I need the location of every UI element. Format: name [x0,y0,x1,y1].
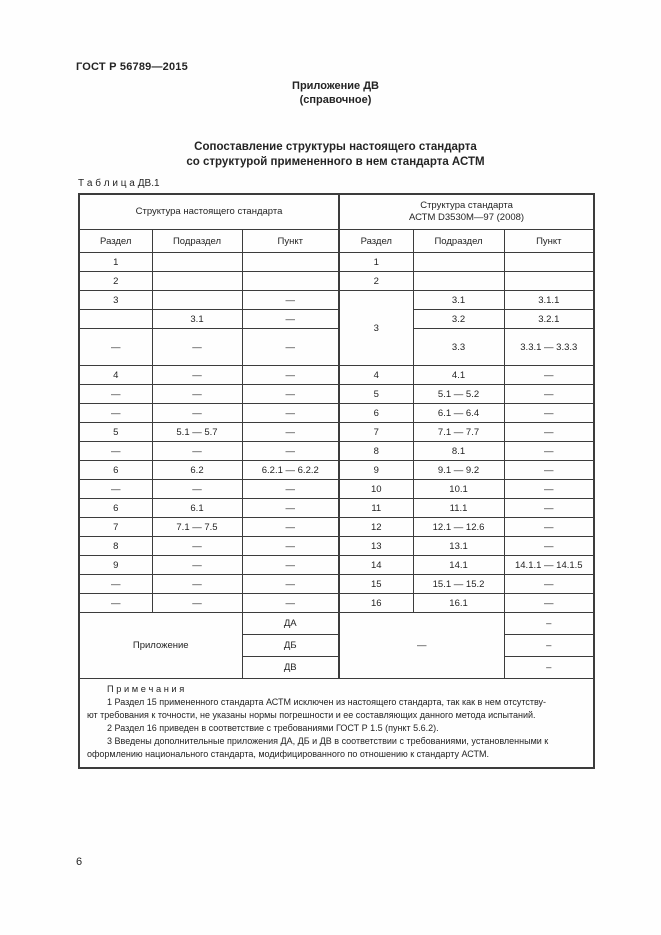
table-cell: 6 [339,404,413,423]
table-cell: — [152,575,242,594]
table-cell: — [242,291,339,310]
appendix-type: (справочное) [299,93,372,106]
table-cell [504,272,594,291]
table-cell: 5.1 — 5.2 [413,385,504,404]
note-line: 2 Раздел 16 приведен в соответствие с требованиями ГОСТ Р 1.5 (пункт 5.6.2). [107,723,439,733]
table-cell: — [152,366,242,385]
table-cell: — [504,575,594,594]
table-cell: 12 [339,518,413,537]
appendix-heading [78,80,593,107]
table-cell: 4.1 [413,366,504,385]
table-cell [504,253,594,272]
table-cell: 13.1 [413,537,504,556]
table-cell: — [504,594,594,613]
table-cell: — [504,499,594,518]
table-cell: — [504,442,594,461]
table-cell: 6.2.1 — 6.2.2 [242,461,339,480]
table-cell: 14 [339,556,413,575]
table-cell: 7 [79,518,152,537]
punkt-dash-cell: – [504,635,594,657]
table-cell: — [504,480,594,499]
table-caption-word: Т а б л и ц а [78,178,135,189]
table-cell: 14.1 [413,556,504,575]
table-cell: — [242,310,339,329]
table-cell: 15 [339,575,413,594]
table-cell: — [242,499,339,518]
table-cell: 7.1 — 7.5 [152,518,242,537]
table-cell [79,310,152,329]
table-cell: — [242,385,339,404]
title-line-2: со структурой примененного в нем стандарта АСТМ [186,155,485,168]
table-cell: 6.2 [152,461,242,480]
table-cell: 8.1 [413,442,504,461]
table-cell: — [242,537,339,556]
table-cell: — [79,442,152,461]
table-cell: 16 [339,594,413,613]
punkt-dash-cell: – [504,613,594,635]
table-cell: — [242,480,339,499]
table-cell: 4 [79,366,152,385]
table-cell: 11 [339,499,413,518]
table-cell: 13 [339,537,413,556]
table-cell [152,253,242,272]
table-cell: 3.2 [413,310,504,329]
appendix-item-cell: ДА [242,613,339,635]
table-cell: 15.1 — 15.2 [413,575,504,594]
table-cell: — [152,480,242,499]
table-row [79,329,594,366]
appendix-row [79,613,594,635]
table-cell [152,291,242,310]
note-line: 1 Раздел 15 примененного стандарта АСТМ исключен из настоящего стандарта, так как в нем отсутству- [107,697,547,707]
table-cell: — [242,594,339,613]
table-cell: — [242,556,339,575]
punkt-dash-cell: – [504,657,594,679]
table-caption-number: ДВ.1 [137,178,160,189]
table-cell: — [242,518,339,537]
table-row [79,461,594,480]
page-number: 6 [76,856,83,868]
table-group-header-row [79,194,594,230]
table-cell [242,253,339,272]
column-header: Раздел [79,230,152,253]
table-cell: 4 [339,366,413,385]
table-cell: 3.1 [152,310,242,329]
title-line-1: Сопоставление структуры настоящего стандарта [194,141,477,153]
table-row [79,537,594,556]
column-header: Пункт [504,230,594,253]
table-cell: 5.1 — 5.7 [152,423,242,442]
note-line: ют требования к точности, не указаны нормы погрешности и ее составляющих данного метода испытаний. [87,710,536,720]
table-cell: 11.1 [413,499,504,518]
group-header-right-line2: АСТМ D3530M—97 (2008) [408,212,525,223]
table-cell: — [79,594,152,613]
notes-row [79,679,594,769]
table-cell: — [242,423,339,442]
table-caption [78,178,160,189]
table-cell: — [152,404,242,423]
table-cell: — [242,404,339,423]
table-cell: 7.1 — 7.7 [413,423,504,442]
table-cell: — [504,385,594,404]
appendix-label-cell: Приложение [79,613,242,679]
table-cell: 8 [79,537,152,556]
table-cell: — [504,461,594,480]
table-cell [242,272,339,291]
table-cell: 3 [79,291,152,310]
table-cell: — [79,385,152,404]
table-cell: — [152,537,242,556]
column-header: Раздел [339,230,413,253]
table-cell: 6.1 — 6.4 [413,404,504,423]
table-cell: — [79,480,152,499]
table-cell: 8 [339,442,413,461]
table-cell: 3.3.1 — 3.3.3 [504,329,594,366]
table-row [79,423,594,442]
table-row [79,575,594,594]
appendix-item-cell: ДВ [242,657,339,679]
table-cell: 3.1.1 [504,291,594,310]
table-cell: 3.3 [413,329,504,366]
table-cell: — [79,329,152,366]
table-cell: 6 [79,499,152,518]
appendix-label: Приложение ДВ [292,80,379,92]
table-cell: 2 [339,272,413,291]
table-cell: — [152,385,242,404]
group-header-right [339,194,594,230]
column-header: Пункт [242,230,339,253]
table-row [79,594,594,613]
table-cell [413,272,504,291]
table-row [79,404,594,423]
table-cell: — [242,366,339,385]
table-row [79,366,594,385]
table-row [79,556,594,575]
table-row [79,272,594,291]
table-cell: 5 [339,385,413,404]
table-cell: 9 [339,461,413,480]
table-cell: — [504,366,594,385]
table-cell: 7 [339,423,413,442]
table-cell: 6.1 [152,499,242,518]
table-row [79,253,594,272]
table-cell: — [242,442,339,461]
table-row [79,480,594,499]
table-cell: 5 [79,423,152,442]
table-cell: — [152,442,242,461]
group-header-left: Структура настоящего стандарта [79,194,339,230]
table-cell-merged: 3 [339,291,413,366]
table-cell: — [79,575,152,594]
note-line: оформлению национального стандарта, модифицированного по отношению к стандарту АСТМ. [87,749,489,759]
table-row [79,385,594,404]
appendix-item-cell: ДБ [242,635,339,657]
table-cell: 10 [339,480,413,499]
table-cell: — [152,329,242,366]
table-row [79,291,594,310]
table-cell [413,253,504,272]
table-cell: 3.1 [413,291,504,310]
comparison-table [78,193,595,769]
doc-code: ГОСТ Р 56789—2015 [76,61,188,73]
document-title [78,140,593,169]
note-line: 3 Введены дополнительные приложения ДА, ДБ и ДВ в соответствии с требованиями, установленными к [107,736,549,746]
table-cell: — [504,537,594,556]
table-cell: — [504,423,594,442]
table-row [79,499,594,518]
table-row [79,310,594,329]
notes-heading: П р и м е ч а н и я [107,684,185,694]
table-cell [152,272,242,291]
table-cell: 9.1 — 9.2 [413,461,504,480]
table-cell: 1 [339,253,413,272]
table-cell: — [79,404,152,423]
table-cell: — [152,594,242,613]
table-cell: 14.1.1 — 14.1.5 [504,556,594,575]
table-cell: — [504,404,594,423]
astm-dash-cell: — [339,613,504,679]
table-cell: — [152,556,242,575]
table-column-header-row [79,230,594,253]
table-cell: 12.1 — 12.6 [413,518,504,537]
table-cell: — [242,329,339,366]
table-cell: — [504,518,594,537]
group-header-right-line1: Структура стандарта [420,200,513,211]
table-row [79,442,594,461]
table-cell: 2 [79,272,152,291]
table-cell: 9 [79,556,152,575]
table-cell: 3.2.1 [504,310,594,329]
table-cell: 16.1 [413,594,504,613]
table-cell: — [242,575,339,594]
column-header: Подраздел [152,230,242,253]
table-cell: 1 [79,253,152,272]
notes-cell [79,679,594,769]
table-cell: 10.1 [413,480,504,499]
table-row [79,518,594,537]
table-cell: 6 [79,461,152,480]
column-header: Подраздел [413,230,504,253]
